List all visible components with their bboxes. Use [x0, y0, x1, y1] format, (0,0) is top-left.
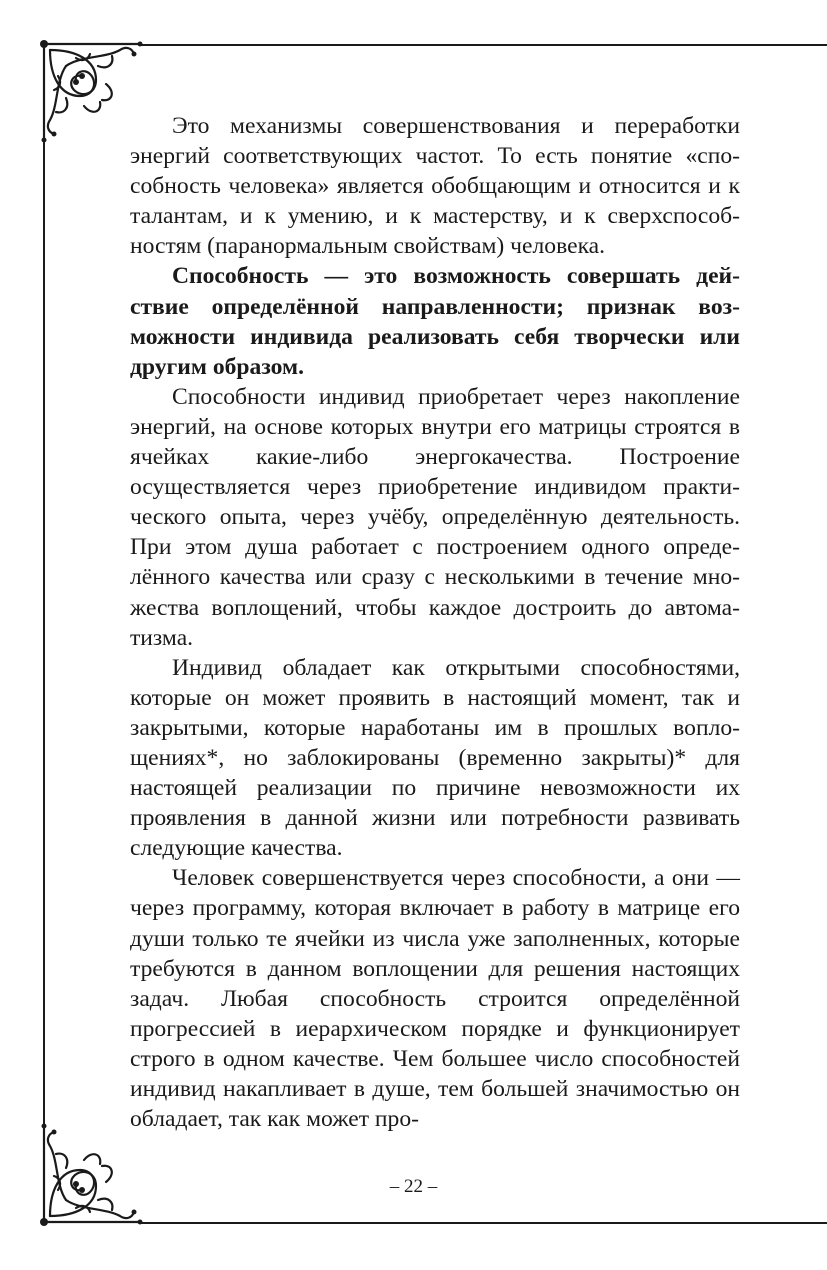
- top-frame-rule: [140, 44, 827, 46]
- bottom-frame-rule: [140, 1222, 827, 1224]
- paragraph-3: Способности индивид приобретает через накопление энергий, на основе которых внутри его матрицы строятся в ячейках какие-либо энергокачества. Построение осуществляется через приобретение индивидом практического опыта, через учёбу, определённую деятельность. При этом душа работает с построением одного определённого качества или сразу с несколькими в течение множества воплощений, чтобы каждое достроить до автоматизма.: [130, 383, 740, 651]
- paragraph-1: Это механизмы совершенствования и переработки энергий соответствующих частот. То есть понятие «способность человека» является обобщающим и относится и к талантам, и к умению, и к мастерству, и к сверхспособностям (паранормальным свойствам) человека.: [130, 113, 740, 260]
- paragraph-4: Индивид обладает как открытыми способностями, которые он может проявить в настоящий момент, так и закрытыми, которые наработаны им в прошлых воплощениях*, но заблокированы (временно закрыты)* для настоящей реализации по причине невозможности их проявления в данной жизни или потребности развивать следующие качества.: [130, 654, 740, 862]
- page-number: – 22 –: [389, 1176, 438, 1197]
- left-frame-rule: [43, 140, 45, 1140]
- paragraph-5: Человек совершенствуется через способности, а они — через программу, которая включает в работу в матрице его души только те ячейки из числа уже заполненных, которые требуются в данном воплощении для решения настоящих задач. Любая способность строится определённой прогрессией в иерархическом порядке и функционирует строго в одном качестве. Чем большее число способностей индивид накапливает в душе, тем большей значимостью он обладает, так как может про-: [130, 865, 740, 1133]
- corner-ornament-bottom-left: [36, 1120, 146, 1230]
- definition-paragraph: Способность — это возможность совершать действие определённой направленности; признак возможности индивида реализовать себя творчески или другим образом.: [130, 263, 740, 380]
- page-body-text: [130, 111, 740, 1134]
